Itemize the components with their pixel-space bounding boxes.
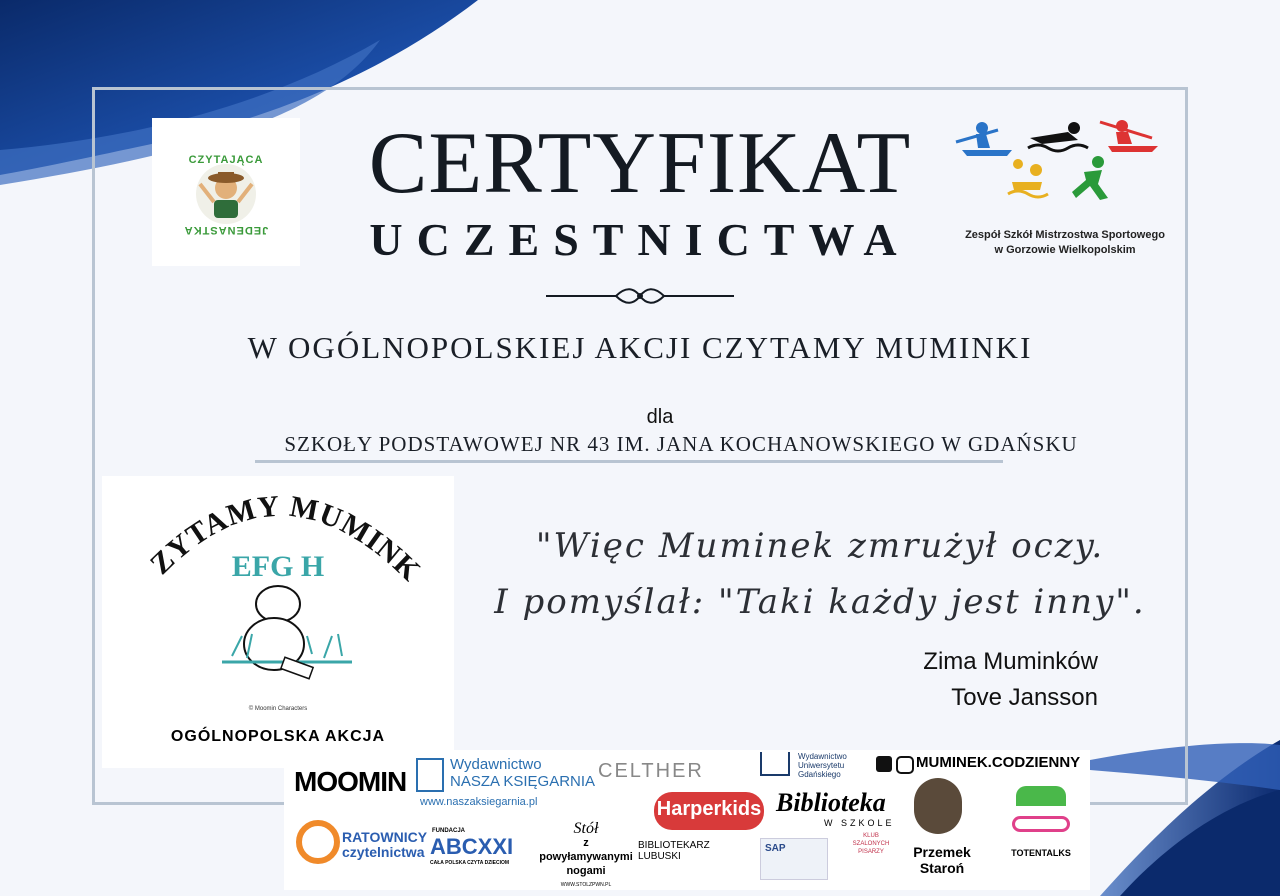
biblioteka-sub: W SZKOLE (824, 818, 895, 828)
sponsor-harperkids: Harperkids (656, 798, 762, 820)
certificate-title-block (330, 115, 950, 268)
quote-source (800, 644, 1098, 716)
totentalks-logo (1006, 786, 1076, 878)
ug-line-2: Uniwersytetu (798, 761, 845, 770)
sap-badge (760, 838, 828, 880)
nasza-ksiegarnia-icon (416, 758, 444, 792)
sport-school-city: w Gorzowie Wielkopolskim (994, 244, 1136, 256)
sponsor-bibliotekarz (638, 840, 710, 862)
moomin-character-icon (222, 586, 352, 679)
recipient-school: SZKOŁY PODSTAWOWEJ NR 43 IM. JANA KOCHANOWSKIEGO W GDAŃSKU (284, 432, 1078, 456)
muminki-emblem (102, 476, 454, 706)
quote-author: Tove Jansson (951, 684, 1098, 711)
for-label: dla (646, 406, 674, 428)
przemek-line-2: Staroń (919, 860, 965, 876)
instagram-icon (896, 756, 914, 774)
sponsor-ratownicy (342, 830, 427, 860)
sponsor-stol (538, 822, 634, 892)
ug-line-1: Wydawnictwo (798, 752, 847, 761)
bibliotekarz-line-1: BIBLIOTEKARZ (638, 840, 710, 851)
muminki-arc-title: ZYTAMY MUMINK (143, 489, 428, 588)
ratownicy-line-2: czytelnictwa (342, 844, 425, 860)
sponsor-sap: SAP (765, 843, 786, 854)
bibliotekarz-line-2: LUBUSKI (638, 851, 681, 862)
ratownicy-lifebuoy-icon (296, 820, 340, 864)
running-icon (1072, 156, 1108, 200)
nasza-url: www.naszaksiegarnia.pl (420, 796, 538, 808)
ratownicy-line-1: RATOWNICY (342, 829, 428, 845)
sponsor-ug (798, 752, 847, 779)
nasza-line-2: NASZA KSIĘGARNIA (450, 773, 596, 790)
quote-block (480, 518, 1160, 630)
water-polo-icon (1008, 159, 1048, 197)
kayak-icon (956, 122, 1012, 156)
sponsor-moomin: MOOMIN (294, 766, 407, 797)
abc-sub: CAŁA POLSKA CZYTA DZIECIOM (430, 860, 510, 866)
sponsor-nasza-ksiegarnia (450, 756, 595, 790)
ornament-divider (546, 284, 734, 308)
sponsor-przemek (910, 844, 974, 876)
reading-club-emblem (152, 118, 300, 266)
certificate-title: CERTYFIKAT (368, 115, 912, 212)
quote-line-2: I pomyślał: "Taki każdy jest inny". (494, 582, 1146, 622)
quote-line-1: "Więc Muminek zmrużył oczy. (535, 526, 1105, 566)
totentalks-hair-icon (1016, 786, 1066, 806)
stol-line-1: Stół (573, 820, 599, 837)
muminki-copyright: © Moomin Characters (248, 706, 308, 712)
przemek-avatar (914, 778, 962, 834)
reading-logo-top-text: CZYTAJĄCA (188, 154, 264, 166)
nasza-line-1: Wydawnictwo (450, 756, 542, 773)
stol-line-3: nogami (566, 865, 606, 877)
abc-fundacja: FUNDACJA (432, 828, 465, 834)
stol-url: WWW.STOLZPWN.PL (560, 882, 612, 888)
quote-book: Zima Muminków (923, 648, 1098, 675)
stol-line-2: z powyłamywanymi (539, 837, 633, 863)
sponsor-totentalks: TOTENTALKS (1011, 848, 1071, 858)
reading-club-logo (152, 118, 300, 266)
sport-school-caption (950, 228, 1180, 258)
sponsor-celther: CELTHER (598, 760, 704, 782)
muminki-letters: EFG H (231, 550, 325, 583)
recipient-underline (255, 460, 1003, 463)
sponsor-bar (284, 750, 1090, 890)
czytamy-muminki-logo (102, 476, 454, 768)
ug-book-icon (760, 752, 790, 776)
sponsor-biblioteka: Biblioteka (776, 788, 886, 817)
sponsor-klub: KLUB SZALONYCH PISARZY (852, 833, 890, 855)
ug-line-3: Gdańskiego (798, 770, 841, 779)
certificate-subtitle: UCZESTNICTWA (369, 214, 911, 265)
rowing-icon (1100, 120, 1158, 152)
przemek-line-1: Przemek (913, 844, 971, 860)
event-name: W OGÓLNOPOLSKIEJ AKCJI CZYTAMY MUMINKI (247, 330, 1033, 365)
sport-pictograms (952, 116, 1162, 206)
facebook-icon (876, 756, 892, 772)
sponsor-abc: ABCXXI (430, 834, 514, 859)
reading-logo-bottom-text: JEDENASTKA (183, 224, 269, 236)
glasses-icon (1012, 816, 1070, 832)
sport-school-name: Zespół Szkół Mistrzostwa Sportowego (965, 229, 1165, 241)
muminki-action-label: OGÓLNOPOLSKA AKCJA (170, 728, 386, 745)
sponsor-muminek-codzienny: MUMINEK.CODZIENNY (916, 754, 1081, 771)
swimming-icon (1028, 122, 1088, 151)
